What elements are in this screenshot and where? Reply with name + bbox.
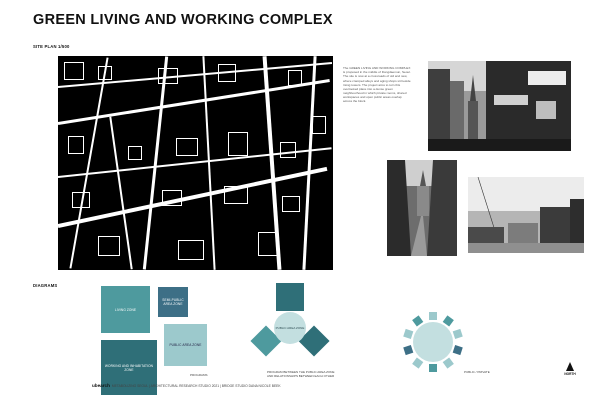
north-arrow-icon — [566, 362, 574, 371]
diagrams-label: DIAGRAMS — [33, 283, 58, 288]
street-photo-3 — [468, 177, 584, 253]
brand-logo: ubearch — [92, 383, 110, 388]
public-zone-label: PUBLIC AREA ZONE — [169, 343, 202, 347]
site-plan-map — [58, 56, 333, 270]
working-zone-label: WORKING AND INHABITATION ZONE — [104, 363, 154, 372]
semi-public-zone-label: SEMI-PUBLIC AREA ZONE — [162, 298, 184, 306]
street-photo-2 — [387, 160, 457, 256]
semi-public-zone-block — [158, 287, 188, 317]
public-area-center-label: PUBLIC AREA ZONE — [275, 326, 305, 330]
site-plan-label: SITE PLAN 1/500 — [33, 44, 70, 49]
footer-text: METABOLIZING SEOUL | ARCHITECTURAL RESEARCH STUDIO 2021 | BRIDGE STUDIO DANA NICOLE BEEK — [111, 384, 281, 388]
public-private-diagram — [398, 311, 468, 375]
relationship-caption: PROGRAM BETWEEN THE PUBLIC AREA ZONE AND RELATIONSHIPS BETWEEN EACH OTHER — [267, 370, 335, 378]
project-description: The GREEN LIVING AND WORKING COMPLEX is proposed in the middle of Dongdaemun, Seoul. The site is now at a crossroads of old and new, where cramped alleys and aging shops sit beside rising towers. The project aims to turn this overlooked place into a dense green neighbourhood in which private rooms, shared workspaces and open public areas overlap across the block. — [343, 66, 411, 104]
public-private-caption: PUBLIC / PRIVATE — [464, 370, 490, 374]
living-zone-label: LIVING ZONE — [114, 307, 137, 312]
street-photo-1 — [428, 61, 571, 151]
page-title: GREEN LIVING AND WORKING COMPLEX — [33, 12, 333, 28]
north-arrow — [563, 362, 577, 376]
north-label: NORTH — [564, 372, 576, 376]
public-zone-block — [164, 324, 207, 366]
living-zone-block — [101, 286, 150, 333]
footer — [92, 383, 281, 388]
programs-caption: PROGRAMS — [190, 373, 208, 377]
relationship-diagram — [245, 282, 335, 367]
